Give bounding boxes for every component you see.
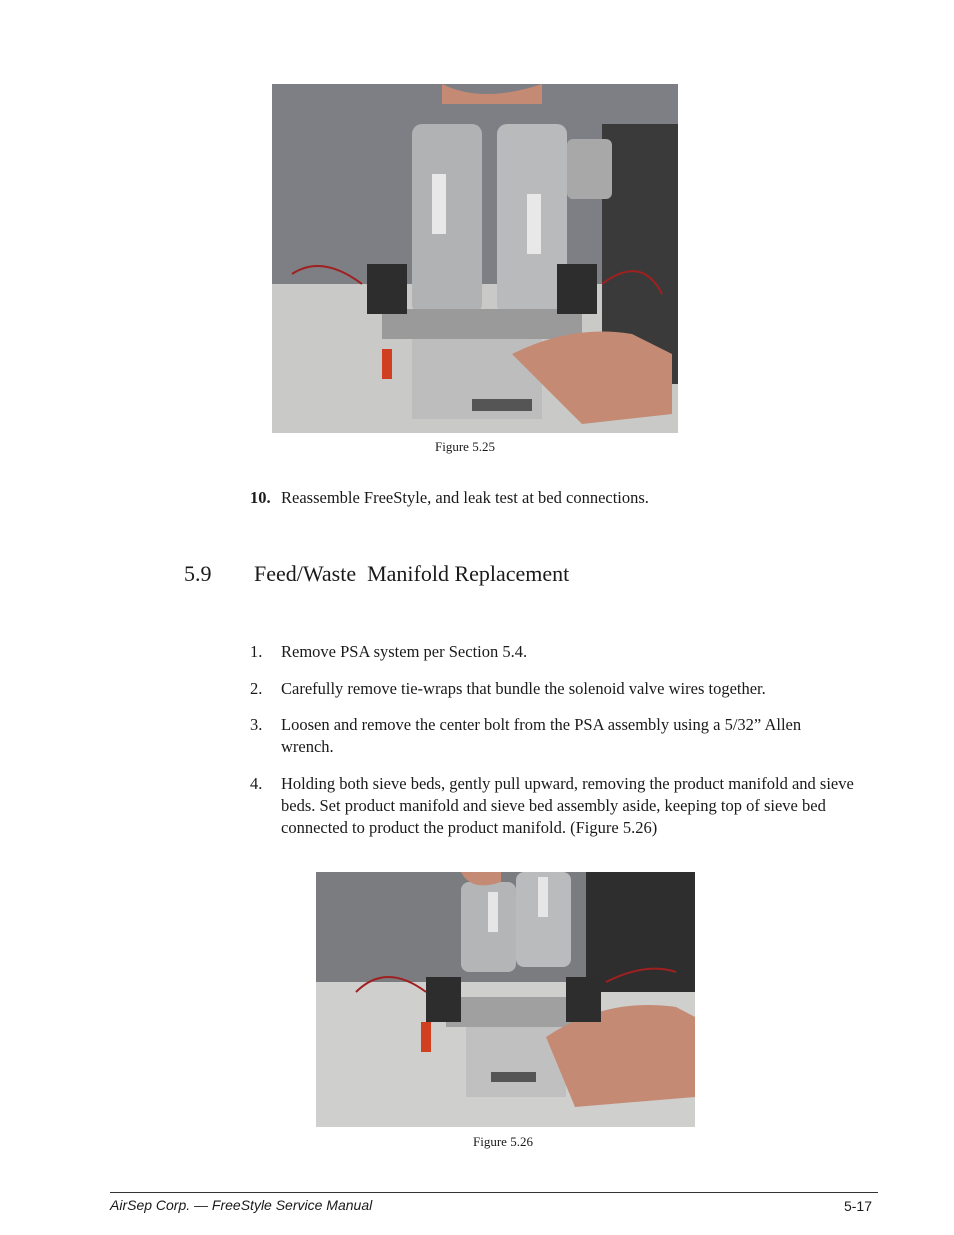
figure-caption: Figure 5.26 (473, 1134, 533, 1149)
step-text: Holding both sieve beds, gently pull upward, removing the product manifold and sieve beds. Set product manifold and sieve bed assembly aside, keeping top of sieve bed connected to product the product manifold. (Figure 5.26) (281, 774, 854, 837)
section-heading (184, 561, 569, 587)
section-number: 5.9 (184, 561, 212, 586)
figure-5-25-photo (272, 84, 678, 433)
figure-5-26-photo (316, 872, 695, 1127)
step-10 (250, 487, 649, 509)
list-item (250, 714, 830, 758)
step-number: 3. (250, 715, 263, 734)
figure-caption: Figure 5.25 (435, 439, 495, 454)
footer-divider (110, 1192, 878, 1193)
step-text: Remove PSA system per Section 5.4. (281, 642, 528, 661)
step-text: Carefully remove tie-wraps that bundle the solenoid valve wires together. (281, 679, 766, 698)
section-title: Feed/Waste Manifold Replacement (254, 561, 570, 586)
footer-title: AirSep Corp. — FreeStyle Service Manual (110, 1197, 373, 1213)
step-number: 10. (250, 488, 271, 507)
step-text: Reassemble FreeStyle, and leak test at bed connections. (281, 488, 649, 507)
step-number: 4. (250, 774, 263, 793)
step-number: 1. (250, 642, 263, 661)
list-item (250, 678, 850, 700)
page-number: 5-17 (843, 1198, 872, 1214)
step-text: Loosen and remove the center bolt from the PSA assembly using a 5/32” Allen wrench. (281, 715, 802, 756)
list-item (250, 773, 860, 839)
step-number: 2. (250, 679, 263, 698)
list-item (250, 641, 850, 663)
